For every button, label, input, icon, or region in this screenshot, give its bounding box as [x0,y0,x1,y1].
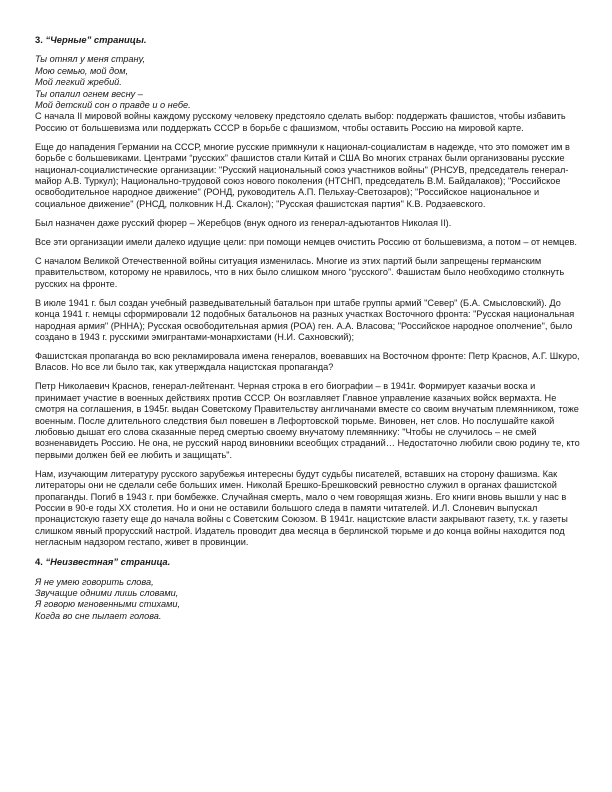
poem-2-line: Когда во сне пылает голова. [35,610,162,621]
poem-2-line: Я не умею говорить слова, [35,576,154,587]
section-3-title: “Черные” страницы. [45,34,147,45]
paragraph-great-patriotic-war: С началом Великой Отечественной войны ситуация изменилась. Многие из этих партий были запрещены германским правительством, которому не нравилось, что в них было слишком много “русского”. Фашистам было необходимо столкнуть русских на фронте. [35,255,565,289]
poem-2-line: Звучащие одними лишь словами, [35,588,179,598]
poem-1-line: Ты отнял у меня страну, [35,54,146,65]
poem-2 [35,577,582,623]
poem-1-line: Ты опалил огнем весну – [35,88,143,99]
paragraph-battalions: В июле 1941 г. был создан учебный разведывательный батальон при штабе группы армий "Север" (Б.А. Смысловский). До конца 1941 г. немцы сформировали 12 подобных батальонов на разных участках Восточного фронта: "Русская национальная народная армия" (РННА); Русская освободительная армия (РОА) ген. А.А. Власова; "Российское народное ополчение", было создано в 1943 г. русскими эмигрантами-монархистами (Н.И. Сахновский); [35,297,575,342]
section-3-heading [35,34,582,45]
paragraph-krasnov: Петр Николаевич Краснов, генерал-лейтенант. Черная строка в его биографии – в 1941г. Формирует казачьи воска и принимает участие в военных действиях против СССР. Он возглавляет Главное управление казачьих войск вермахта. Не смотря на соглашения, в 1945г. выдан Советскому Правительству англичанами вместе со своим внучатым племянником, тоже военным. После длительного следствия был повешен в Лефортовской тюрьме. Виновен, нет слов. Но послушайте какой любовью дышат его слова сказанные перед смертью своему внучатому племяннику: "Чтобы не случилось – не смей возненавидеть Россию. Не она, не русский народ виновники всеобщих страданий… Недостаточно любили свою родину те, кто первыми должен бей ее любить и защищать". [35,381,580,460]
paragraph-organizations: Еще до нападения Германии на СССР, многие русские примкнули к национал-социалистам в надежде, что это поможет им в борьбе с большевиками. Центрами “русских” фашистов стали Китай и США Во многих странах были организованы русские национал-социалистические организации: "Русский национальный союз участников войны" (РНСУВ, председатель генерал-майор А.В. Туркул); Национально-трудовой союз нового поколения (НТСНП, председатель В.М. Байдалаков); "Российское освободительное народное движение" (РОНД, руководитель А.П. Пельхау-Светозаров); "Российское национальное и социальное движение" (РНСД, полковник Н.Д. Скалон); "Русская фашистская партия" К.В. Родзаевского. [35,141,570,209]
poem-1-line: Мою семью, мой дом, [35,65,129,76]
section-4-heading [35,556,582,567]
section-4-title: “Неизвестная” страница. [45,556,171,568]
paragraph-propaganda: Фашистская пропаганда во всю рекламировала имена генералов, воевавших на Восточном фронте: Петр Краснов, А.Г. Шкуро, Власов. Но все ли было так, как утверждала нацистская пропаганда? [35,350,580,373]
poem-1-line: Мой легкий жребий. [35,77,122,88]
poem-1-line: Мой детский сон о правде и о небе. [35,100,191,111]
poem-2-line: Я говорю мгновенными стихами, [35,599,181,610]
paragraph-fuhrer: Был назначен даже русский фюрер – Жеребцов (внук одного из генерал-адъютантов Николая II). [35,217,452,228]
paragraph-goals: Все эти организации имели далеко идущие цели: при помощи немцев очистить Россию от большевизма, а потом – от немцев. [35,236,577,247]
paragraph-ww2-choice: С начала II мировой войны каждому русскому человеку предстояло сделать выбор: поддержать фашистов, чтобы избавить Россию от большевизма или поддержать СССР в борьбе с фашизмом, чтобы оставить Россию на мировой карте. [35,111,566,133]
section-3-number: 3. [35,34,43,45]
poem-1 [35,54,582,111]
paragraph-writers: Нам, изучающим литературу русского зарубежья интересны будут судьбы писателей, вставших на сторону фашизма. Как литераторы они не сделали себе больших имен. Николай Брешко-Брешковский ревностно служил в органах фашистской пропаганды. Погиб в 1943 г. при бомбежке. Случайная смерть, мало о чем говорящая жизнь. Его книги вновь вышли у нас в России в 90-е годы XX столетия. Но и они не оставили большого следа в памяти читателей. И.Л. Слоневич выпускал пронацистскую газету еще до начала войны с Советским Союзом. В 1941г. нацистские власти закрывают газету, т.к. у газеты слишком явный прорусский настрой. Издатель проводит два месяца в берлинской тюрьме и до конца войны находится под негласным надзором гестапо, живет в провинции. [35,468,568,548]
section-4-number: 4. [35,556,43,568]
